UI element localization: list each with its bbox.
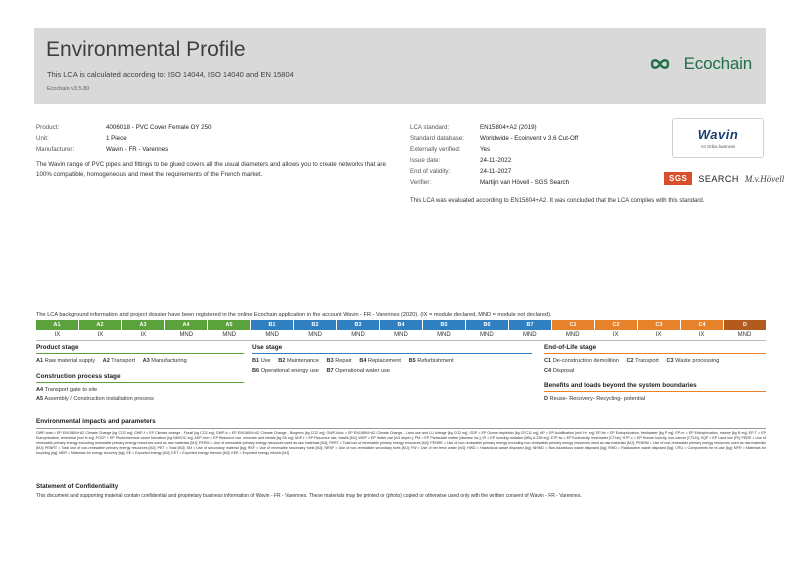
stage-code: A4 [36,386,44,393]
meta-row [36,144,386,155]
meta-row [410,177,660,188]
benefits-title: Benefits and loads beyond the system boundaries [544,382,766,392]
module-col-d: D [724,320,766,330]
module-val-a4: MND [179,332,194,338]
stage-code: B1 [252,358,260,364]
module-col-c1: C1 [552,320,595,330]
meta-key: End of validity: [410,168,451,175]
stage-code: B5 [408,358,416,364]
stage-label: Reuse- Recovery- Recycling- potential [549,396,646,402]
module-val-a2: IX [97,332,104,338]
module-val-b2: MND [308,332,322,338]
manufacturer-logo-tagline: An Orbia business [700,144,736,149]
stage-label: Transport [635,358,659,364]
meta-value: Yes [480,146,491,153]
infinity-icon [643,55,677,73]
ecochain-logo [643,54,752,74]
stage-label: Refurbishment [417,358,454,364]
stage-label: Assembly / Construction installation process [44,396,154,402]
endoflife-stage-column [544,344,766,405]
stage-label: Manufacturing [151,358,187,364]
meta-value: Wavin - FR - Varennes [106,146,169,153]
benefits-items [544,392,766,405]
module-col-c3: C3 [638,320,681,330]
module-val-b5: MND [437,332,451,338]
stage-code: C3 [666,358,674,364]
stage-code: B4 [359,358,367,364]
module-val-c3: IX [655,332,662,338]
module-val-c4: IX [698,332,705,338]
endoflife-stage-title: End-of-Life stage [544,344,766,354]
page-title: Environmental Profile [46,38,246,61]
stage-label: De-construction demolition [552,358,619,364]
header-band [34,28,766,104]
stage-code: D [544,396,549,402]
module-val-a1: IX [54,332,61,338]
module-val-d: MND [737,332,752,338]
brand-name: Ecochain [683,54,752,73]
meta-row [410,155,660,166]
product-meta [36,122,386,155]
verifier-signature: M.v.Hövell [744,173,785,184]
module-col-c2: C2 [595,320,638,330]
module-val-b6: MND [480,332,494,338]
module-val-b7: MND [522,332,537,338]
meta-key: Standard database: [410,135,465,142]
module-col-b4: B4 [380,320,423,330]
manufacturer-logo-name: Wavin [697,127,739,142]
stage-code: A2 [102,358,110,364]
sgs-badge: SGS [664,172,692,185]
meta-key: Product: [36,124,60,131]
stage-code: A3 [142,358,150,364]
meta-value: 24-11-2022 [480,157,512,164]
stage-code: C1 [544,358,552,364]
evaluation-note: This LCA was evaluated according to EN15804+A2. It was concluded that the LCA complies with this standard. [410,198,705,204]
meta-row [410,166,660,177]
stage-label: Use [260,358,271,364]
confidentiality-body: This document and supporting material contain confidential and proprietary business information of Wavin - FR - Varennes. These materials may be printed or (photo) copied or otherwise used only with the written consent of Wavin - FR - Varennes. [36,493,582,499]
stage-label: Repair [335,358,352,364]
module-col-b1: B1 [251,320,294,330]
product-description: The Wavin range of PVC pipes and fittings to be glued covers all the usual diameters and allows you to create networks that are 100% compatible, homogeneous and meet the requirements of the French market. [36,161,386,178]
meta-key: LCA standard: [410,124,450,131]
module-val-b4: MND [394,332,408,338]
stage-code: B7 [326,367,334,374]
use-stage-title: Use stage [252,344,532,354]
construction-process-items [36,383,244,405]
stage-label: Replacement [368,358,401,364]
stage-code: C4 [544,367,552,374]
stage-legend [36,344,766,414]
search-word: SEARCH [698,173,739,184]
module-col-a3: A3 [122,320,165,330]
stage-code: A5 [36,396,44,402]
use-stage-column [252,344,532,376]
stage-label: Waste processing [675,358,720,364]
registration-note: The LCA background information and project dossier have been registered in the online Ecochain application in the account Wavin - FR - Varennes (2020). (IX = module declared, MND = module not declared). [36,312,552,318]
module-val-b3: MND [351,332,365,338]
module-col-b5: B5 [423,320,466,330]
app-version: Ecochain v3.5.80 [47,86,90,92]
product-stage-items [36,354,244,367]
module-col-a5: A5 [208,320,251,330]
endoflife-stage-items [544,354,766,376]
impacts-divider [36,428,766,429]
meta-row [36,122,386,133]
module-val-a5: MND [222,332,237,338]
impacts-title: Environmental impacts and parameters [36,418,156,425]
meta-value: Martijn van Hövell - SGS Search [480,179,570,186]
confidentiality-title: Statement of Confidentiality [36,483,119,490]
stage-label: Operational energy use [260,367,319,374]
meta-value: Worldwide - Ecoinvent v 3.6 Cut-Off [480,135,579,142]
meta-key: Manufacturer: [36,146,75,153]
header-subtitle: This LCA is calculated according to: ISO 14044, ISO 14040 and EN 15804 [47,70,294,79]
module-val-a3: IX [140,332,147,338]
meta-key: Verifier: [410,179,431,186]
product-stage-column [36,344,244,405]
modules-table [36,320,766,341]
lca-meta [410,122,660,188]
module-col-a2: A2 [79,320,122,330]
module-col-b7: B7 [509,320,552,330]
meta-row [410,122,660,133]
stage-label: Transport [111,358,135,364]
certifier-logo [664,172,785,185]
meta-row [410,144,660,155]
module-col-a1: A1 [36,320,79,330]
product-stage-title: Product stage [36,344,244,354]
module-col-a4: A4 [165,320,208,330]
manufacturer-logo [672,118,764,158]
stage-code: C2 [626,358,634,364]
stage-code: B6 [252,367,260,374]
use-stage-items [252,354,532,376]
stage-code: B2 [278,358,286,364]
meta-key: Unit: [36,135,49,142]
module-col-b2: B2 [294,320,337,330]
impacts-body: GWP-total = EP EN15804+A2 Climate Change [kg CO2 eq]; GWP-f = EP Climate change - Fossil [kg CO2 eq]; GWP-b = EP EN15804+A2 Climate Change - Biogenic [kg CO2 eq]; GWP-luluc = EP EN15804+A2 Climate Change - Land use and LU change [kg CO2 eq]; ODP = EP Ozone depletion [kg CFC11 eq]; AP = EP Acidification [mol H+ eq]; EP-fw = EP Eutrophication, freshwater [kg P eq]; EP-m = EP Eutrophication, marine [kg N eq]; EP-T = EP Eutrophication, terrestrial [mol N eq]; POCP = EP Photochemical ozone formation [kg NMVOC eq]; ADP-mm = EP Resource use, minerals and metals [kg Sb eq]; ADP-f = EP Resource use, fossils [MJ]; WDP = EP Water use [m3 depriv.]; PM = EP Particulate matter [disease inc.]; IR = EP Ionising radiation [kBq U-235 eq]; ETP-fw = EP Ecotoxicity, freshwater [CTUe]; HTP-c = EP Human toxicity, non-cancer [CTUh]; SQP = EP Land use [Pt]; PERE = Use of renewable primary energy excluding renewable primary energy resources used as raw materials [MJ]; PERM = Use of renewable primary energy resources used as raw materials [MJ]; PERT = Total use of renewable primary energy resources [MJ]; PENRE = Use of non-renewable primary energy excluding non-renewable primary energy resources used as raw materials [MJ]; PENRM = Use of non-renewable primary energy resources used as raw materials [MJ]; PENRT = Total use of non-renewable primary energy resources [MJ]; PET = Total [MJ]; SM = Use of secondary material [kg]; RSF = Use of renewable secondary fuels [MJ]; NRSF = Use of non-renewable secondary fuels [MJ]; FW = Use of net fresh water [m3]; HWD = Hazardous waste disposed [kg]; NHWD = Non-hazardous waste disposed [kg]; RWD = Radioactive waste disposed [kg]; CRU = Components for re-use [kg]; MFR = Materials for recycling [kg]; MER = Materials for energy recovery [kg]; EE = Exported energy [MJ]; EET = Exported energy thermic [MJ]; EEE = Exported energy electric [MJ] [36,431,766,455]
module-val-b1: MND [265,332,279,338]
meta-key: Externally verified: [410,146,461,153]
module-col-b3: B3 [337,320,380,330]
module-col-c4: C4 [681,320,724,330]
stage-code: B3 [326,358,334,364]
meta-key: Issue date: [410,157,441,164]
modules-value-row [36,330,766,341]
module-val-c2: IX [612,332,619,338]
stage-label: Operational water use [335,367,390,374]
meta-value: 1 Piece [106,135,127,142]
meta-row [410,133,660,144]
stage-label: Maintenance [286,358,319,364]
stage-label: Raw material supply [44,358,96,364]
module-col-b6: B6 [466,320,509,330]
meta-value: EN15804+A2 (2019) [480,124,537,131]
stage-label: Transport gate to site [44,386,98,393]
construction-process-title: Construction process stage [36,373,244,383]
module-val-c1: MND [565,332,580,338]
meta-value: 24-11-2027 [480,168,512,175]
meta-row [36,133,386,144]
stage-code: A1 [36,358,44,364]
meta-value: 4006018 - PVC Cover Female GY 250 [106,124,212,131]
modules-header-row [36,320,766,330]
stage-label: Disposal [552,367,575,374]
